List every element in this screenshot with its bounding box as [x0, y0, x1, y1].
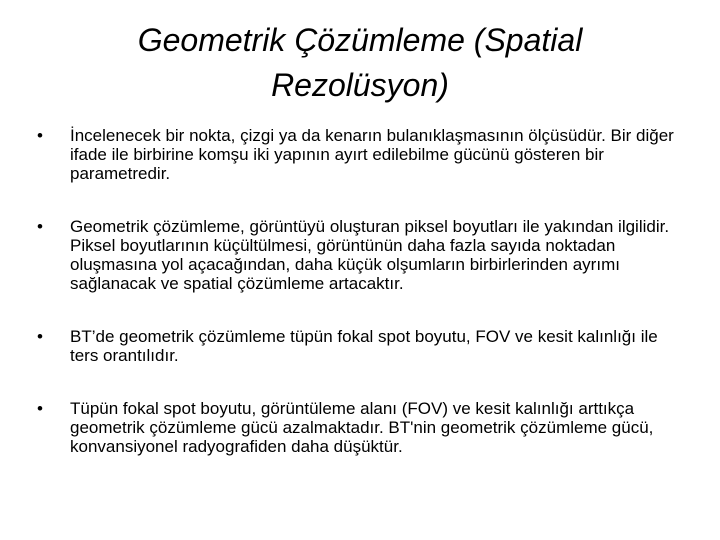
bullet-marker: •: [37, 126, 43, 145]
bullet-text-1: İncelenecek bir nokta, çizgi ya da kenarın bulanıklaşmasının ölçüsüdür. Bir diğer ifade ile birbirine komşu iki yapının ayırt edilebilme gücünü gösteren bir parametredir.: [70, 126, 674, 183]
bullet-item-1: [34, 126, 674, 183]
bullet-text-2: Geometrik çözümleme, görüntüyü oluşturan piksel boyutları ile yakından ilgilidir. Piksel boyutlarının küçültülmesi, görüntünün daha fazla sayıda noktadan oluşmasına yol açacağından, daha küçük olşumların birbirlerinden ayrımı sağlanacak ve spatial çözümleme artacaktır.: [70, 217, 670, 293]
bullet-text-4: Tüpün fokal spot boyutu, görüntüleme alanı (FOV) ve kesit kalınlığı arttıkça geometrik çözümleme gücü azalmaktadır. BT'nin geometrik çözümleme gücü, konvansiyonel radyografiden daha düşüktür.: [70, 399, 654, 456]
slide-title: Geometrik Çözümleme (Spatial Rezolüsyon): [137, 22, 583, 103]
bullet-item-2: [34, 217, 674, 293]
bullet-marker: •: [37, 327, 43, 346]
bullet-marker: •: [37, 217, 43, 236]
bullet-item-4: [34, 399, 674, 456]
bullet-text-3: BT’de geometrik çözümleme tüpün fokal spot boyutu, FOV ve kesit kalınlığı ile ters orantılıdır.: [70, 327, 658, 365]
bullet-list: [34, 126, 674, 490]
bullet-marker: •: [37, 399, 43, 418]
bullet-item-3: [34, 327, 674, 365]
